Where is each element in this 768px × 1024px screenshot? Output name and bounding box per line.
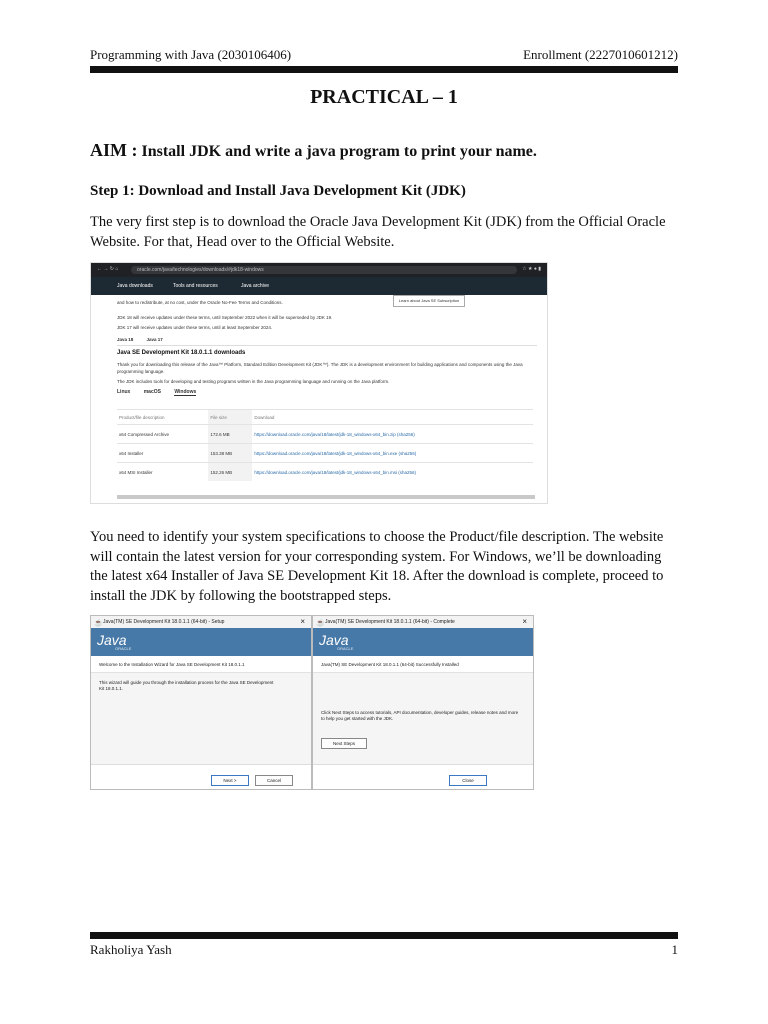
download-page-body bbox=[117, 299, 537, 396]
tab-java-18[interactable]: Java 18 bbox=[117, 337, 134, 342]
setup-window bbox=[90, 615, 312, 790]
paragraph-specs: You need to identify your system specifications to choose the Product/file description. The website will contain the latest version for your corresponding system. For Windows, we’ll be downloading the latest x64 Installer of Java SE Development Kit 18. After the download is complete, proceed to install the JDK by following the bootstrapped steps. bbox=[90, 529, 664, 604]
aim-label: AIM : bbox=[90, 140, 138, 160]
browser-toolbar bbox=[91, 263, 547, 277]
jdk-desc-2: The JDK includes tools for developing and testing programs written in the Java programming language and running on the Java platform. bbox=[117, 379, 390, 384]
complete-title: Java(TM) SE Development Kit 18.0.1.1 (64-bit) - Complete bbox=[325, 619, 455, 625]
jdk-section-title: Java SE Development Kit 18.0.1.1 downloads bbox=[117, 350, 246, 356]
os-tabs bbox=[117, 389, 537, 396]
page-title: PRACTICAL – 1 bbox=[310, 86, 458, 108]
next-button[interactable]: Next > bbox=[211, 775, 249, 786]
java-logo bbox=[319, 632, 353, 651]
tab-java-17[interactable]: Java 17 bbox=[146, 337, 163, 342]
tab-windows[interactable]: Windows bbox=[174, 389, 197, 395]
downloads-table bbox=[117, 409, 533, 481]
close-icon[interactable]: × bbox=[522, 617, 527, 626]
row-download-link[interactable]: https://download.oracle.com/java/18/latest/jdk-18_windows-x64_bin.exe (sha256) bbox=[252, 444, 533, 463]
row-description: x64 MSI Installer bbox=[117, 463, 208, 482]
java-logo bbox=[97, 632, 131, 651]
row-description: x64 Compressed Archive bbox=[117, 425, 208, 444]
step1-heading: Step 1: Download and Install Java Development Kit (JDK) bbox=[90, 183, 466, 199]
install-success-text: Java(TM) SE Development Kit 18.0.1.1 (64-bit) Successfully Installed bbox=[321, 662, 459, 667]
header-rule bbox=[90, 66, 678, 73]
java-cup-icon: ☕ bbox=[94, 620, 103, 627]
setup-title: Java(TM) SE Development Kit 18.0.1.1 (64-bit) - Setup bbox=[103, 619, 225, 625]
col-file-size: File size bbox=[208, 410, 252, 425]
row-download-link[interactable]: https://download.oracle.com/java/18/latest/jdk-18_windows-x64_bin.msi (sha256) bbox=[252, 463, 533, 482]
java-cup-icon: ☕ bbox=[316, 620, 325, 627]
setup-body bbox=[91, 656, 311, 764]
jdk-desc-1: Thank you for downloading this release of the Java™ Platform, Standard Edition Development Kit (JDK™). The JDK is a development environment for building applications and components using the Java programming language. bbox=[117, 362, 523, 374]
complete-window bbox=[312, 615, 534, 790]
table-header-row bbox=[117, 410, 533, 425]
version-tabs bbox=[117, 336, 537, 343]
table-row bbox=[117, 444, 533, 463]
row-file-size: 153.38 MB bbox=[208, 444, 252, 463]
table-row bbox=[117, 463, 533, 482]
paragraph-intro: The very first step is to download the Oracle Java Development Kit (JDK) from the Official Oracle Website. For that, Head over to the Official Website. bbox=[90, 214, 666, 250]
tab-linux[interactable]: Linux bbox=[117, 389, 131, 395]
oracle-logo-text: ORACLE bbox=[115, 646, 132, 651]
complete-description: Click Next Steps to access tutorials, API documentation, developer guides, release notes and more to help you get started with the JDK. bbox=[321, 710, 519, 721]
complete-body bbox=[313, 656, 533, 764]
nav-java-downloads[interactable]: Java downloads bbox=[117, 283, 153, 289]
horizontal-scrollbar[interactable] bbox=[117, 495, 535, 499]
header-enrollment: Enrollment (2227010601212) bbox=[523, 47, 678, 62]
address-bar[interactable]: oracle.com/java/technologies/downloads/#jdk18-windows bbox=[131, 266, 517, 274]
browser-extension-icons: ☆ ★ ● ▮ bbox=[522, 266, 541, 272]
row-file-size: 152.26 MB bbox=[208, 463, 252, 482]
footer-author: Rakholiya Yash bbox=[90, 942, 172, 957]
setup-footer bbox=[91, 764, 311, 790]
subscription-button[interactable]: Learn about Java SE Subscription bbox=[393, 295, 465, 307]
close-button[interactable]: Close bbox=[449, 775, 487, 786]
footer-rule bbox=[90, 932, 678, 939]
complete-titlebar bbox=[313, 616, 533, 628]
col-description: Product/file description bbox=[117, 410, 208, 425]
table-row bbox=[117, 425, 533, 444]
oracle-download-screenshot bbox=[90, 262, 548, 504]
row-description: x64 Installer bbox=[117, 444, 208, 463]
complete-footer bbox=[313, 764, 533, 790]
intro-line: and how to redistribute, at no cost, under the Oracle No-Fee Terms and Conditions. bbox=[117, 300, 283, 305]
close-icon[interactable]: × bbox=[300, 617, 305, 626]
nav-tools-resources[interactable]: Tools and resources bbox=[173, 283, 218, 289]
java-banner bbox=[313, 628, 533, 656]
next-steps-button[interactable]: Next Steps bbox=[321, 738, 367, 749]
oracle-logo-text: ORACLE bbox=[337, 646, 354, 651]
java-logo-text: Java bbox=[319, 632, 349, 648]
setup-titlebar bbox=[91, 616, 311, 628]
aim-line bbox=[90, 140, 537, 161]
browser-nav-icons: ← → ↻ ⌂ bbox=[97, 266, 119, 272]
setup-description: This wizard will guide you through the installation process for the Java SE Development Kit 18.0.1.1. bbox=[99, 680, 274, 691]
row-file-size: 172.6 MB bbox=[208, 425, 252, 444]
java-logo-text: Java bbox=[97, 632, 127, 648]
oracle-nav bbox=[91, 277, 547, 295]
col-download: Download bbox=[252, 410, 533, 425]
cancel-button[interactable]: Cancel bbox=[255, 775, 293, 786]
setup-welcome: Welcome to the Installation Wizard for Java SE Development Kit 18.0.1.1 bbox=[99, 662, 245, 667]
nav-java-archive[interactable]: Java archive bbox=[241, 283, 270, 289]
java-banner bbox=[91, 628, 311, 656]
page-number: 1 bbox=[671, 942, 678, 957]
update-line-1: JDK 18 will receive updates under these terms, until September 2022 when it will be superseded by JDK 19. bbox=[117, 315, 333, 320]
row-download-link[interactable]: https://download.oracle.com/java/18/latest/jdk-18_windows-x64_bin.zip (sha256) bbox=[252, 425, 533, 444]
aim-text: Install JDK and write a java program to print your name. bbox=[141, 143, 537, 160]
header-course: Programming with Java (2030106406) bbox=[90, 47, 292, 62]
update-line-2: JDK 17 will receive updates under these terms, until at least September 2024. bbox=[117, 325, 273, 330]
tab-macos[interactable]: macOS bbox=[143, 389, 161, 395]
